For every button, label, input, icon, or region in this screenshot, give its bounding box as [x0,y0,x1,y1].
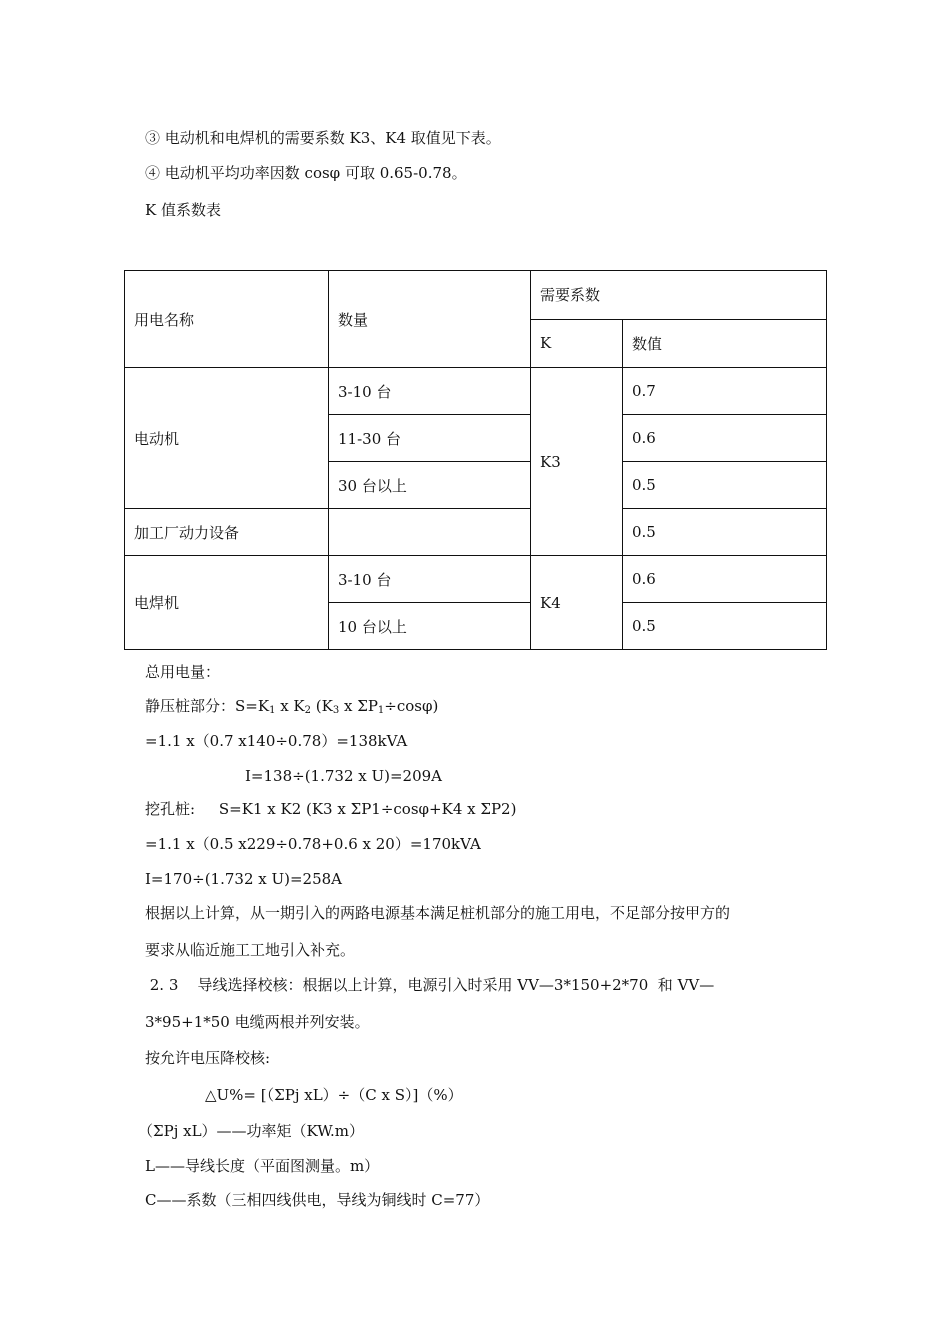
motor-value-2: 0.6 [623,415,827,462]
welder-k: K4 [531,556,623,650]
welder-value-2: 0.5 [623,603,827,650]
header-quantity: 数量 [329,271,531,368]
factory-value: 0.5 [623,509,827,556]
motor-qty-3: 30 台以上 [329,462,531,509]
total-label: 总用电量： [145,663,221,681]
voltage-check-label: 按允许电压降校核: [145,1049,271,1067]
motor-value-3: 0.5 [623,462,827,509]
section-2-3-line-1: 2. 3 导线选择校核：根据以上计算，电源引入时采用 VV—3*150+2*70 和 VV— [145,976,715,994]
motor-qty-2: 11-30 台 [329,415,531,462]
static-pile-s: =1.1 x（0.7 x140÷0.78）=138kVA [145,732,408,750]
header-coef-group: 需要系数 [531,271,827,320]
motor-name: 电动机 [125,368,329,509]
dig-pile-formula: 挖孔桩: S=K1 x K2 (K3 x ΣP1÷cosφ+K4 x ΣP2) [145,800,517,818]
k-coefficient-table [124,270,827,650]
static-pile-formula: 静压桩部分：$S=K_1$ x $K_2$ ($K_3$ x $\Sigma P_1\div\cos\varphi$) [145,697,439,716]
header-value: 数值 [623,319,827,368]
factory-qty [329,509,531,556]
header-name: 用电名称 [125,271,329,368]
motor-k: K3 [531,368,623,556]
definition-power-moment: （ΣPj xL）——功率矩（KW.m） [138,1122,364,1140]
welder-value-1: 0.6 [623,556,827,603]
dig-pile-s: =1.1 x（0.5 x229÷0.78+0.6 x 20）=170kVA [145,835,481,853]
welder-name: 电焊机 [125,556,329,650]
conclusion-line-1: 根据以上计算，从一期引入的两路电源基本满足桩机部分的施工用电，不足部分按甲方的 [145,904,731,922]
note-k3-k4: ③ 电动机和电焊机的需要系数 K3、K4 取值见下表。 [145,129,501,147]
section-2-3-line-2: 3*95+1*50 电缆两根并列安装。 [145,1013,370,1031]
dig-pile-i: I=170÷(1.732 x U)=258A [145,870,343,888]
factory-name: 加工厂动力设备 [125,509,329,556]
definition-length: L——导线长度（平面图测量。m） [145,1157,380,1175]
header-k: K [531,319,623,368]
motor-value-1: 0.7 [623,368,827,415]
welder-qty-1: 3-10 台 [329,556,531,603]
voltage-drop-formula: △U%= [（ΣPj xL）÷（C x S）]（%） [205,1086,463,1104]
definition-coefficient: C——系数（三相四线供电，导线为铜线时 C=77） [145,1191,490,1209]
table-title: K 值系数表 [145,201,221,219]
note-power-factor: ④ 电动机平均功率因数 cosφ 可取 0.65-0.78。 [145,164,467,182]
motor-qty-1: 3-10 台 [329,368,531,415]
conclusion-line-2: 要求从临近施工工地引入补充。 [145,941,356,959]
welder-qty-2: 10 台以上 [329,603,531,650]
static-pile-i: I=138÷(1.732 x U)=209A [245,767,443,785]
